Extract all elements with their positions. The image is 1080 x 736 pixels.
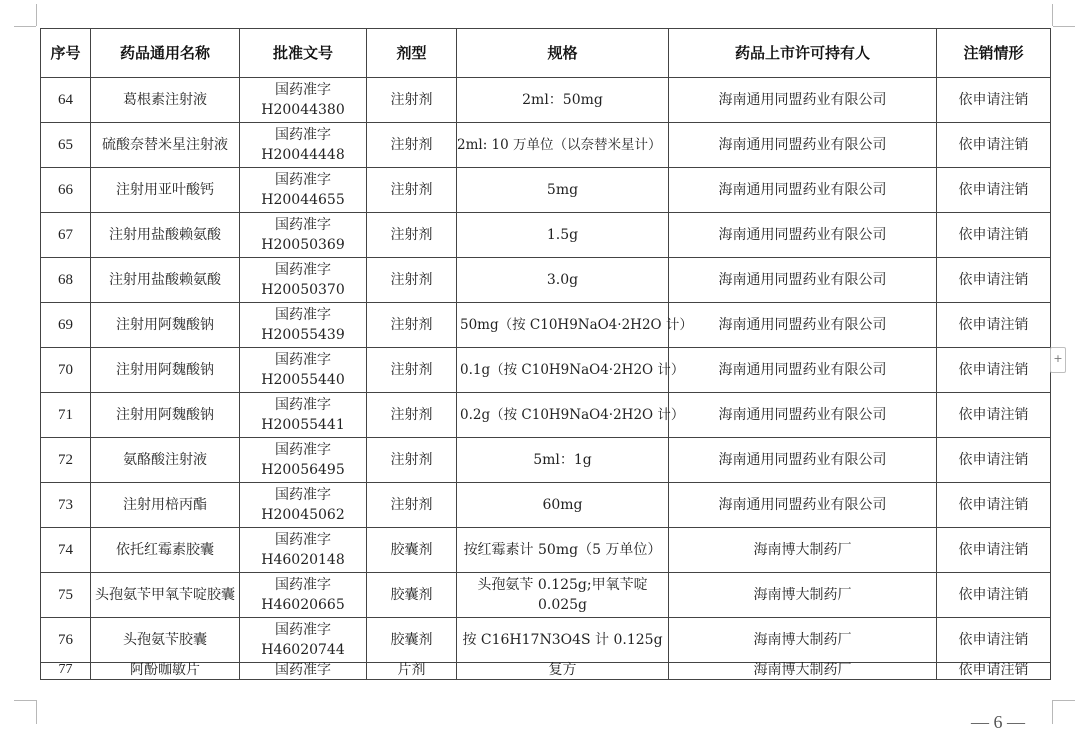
row-seq: 69 — [41, 303, 91, 348]
row-license-holder: 海南博大制药厂 — [669, 663, 937, 680]
row-seq: 75 — [41, 573, 91, 618]
table-row — [41, 438, 1051, 483]
table-row — [41, 393, 1051, 438]
row-license-holder: 海南博大制药厂 — [669, 573, 937, 618]
crop-mark — [1052, 700, 1053, 724]
row-cancellation-status: 依申请注销 — [937, 663, 1051, 680]
header-specification: 规格 — [457, 29, 669, 78]
row-seq: 65 — [41, 123, 91, 168]
row-dosage-form: 胶囊剂 — [367, 528, 457, 573]
drug-cancellation-table-container — [40, 28, 1050, 680]
row-cancellation-status: 依申请注销 — [937, 123, 1051, 168]
crop-mark — [14, 700, 36, 701]
row-cancellation-status: 依申请注销 — [937, 303, 1051, 348]
row-dosage-form: 注射剂 — [367, 258, 457, 303]
row-cancellation-status: 依申请注销 — [937, 393, 1051, 438]
row-license-holder: 海南通用同盟药业有限公司 — [669, 123, 937, 168]
row-cancellation-status: 依申请注销 — [937, 573, 1051, 618]
row-cancellation-status: 依申请注销 — [937, 483, 1051, 528]
row-approval-number: 国药准字 H20044380 — [240, 78, 367, 123]
row-drug-name: 葛根素注射液 — [91, 78, 240, 123]
row-specification: 50mg（按 C10H9NaO4·2H2O 计） — [457, 303, 669, 348]
row-seq: 64 — [41, 78, 91, 123]
row-dosage-form: 片剂 — [367, 663, 457, 680]
crop-mark — [1053, 700, 1075, 701]
crop-mark — [36, 700, 37, 724]
row-dosage-form: 注射剂 — [367, 213, 457, 258]
row-approval-number: 国药准字 H20045062 — [240, 483, 367, 528]
row-drug-name: 注射用盐酸赖氨酸 — [91, 258, 240, 303]
table-row — [41, 123, 1051, 168]
table-header-row — [41, 29, 1051, 78]
row-approval-number: 国药准字 H46020665 — [240, 573, 367, 618]
row-license-holder: 海南通用同盟药业有限公司 — [669, 168, 937, 213]
row-approval-number: 国药准字 H20044448 — [240, 123, 367, 168]
table-row — [41, 573, 1051, 618]
row-seq: 72 — [41, 438, 91, 483]
row-drug-name: 注射用盐酸赖氨酸 — [91, 213, 240, 258]
row-cancellation-status: 依申请注销 — [937, 78, 1051, 123]
row-dosage-form: 注射剂 — [367, 438, 457, 483]
row-seq: 77 — [41, 663, 91, 680]
row-cancellation-status: 依申请注销 — [937, 438, 1051, 483]
row-specification: 60mg — [457, 483, 669, 528]
row-cancellation-status: 依申请注销 — [937, 618, 1051, 663]
row-seq: 68 — [41, 258, 91, 303]
row-dosage-form: 注射剂 — [367, 348, 457, 393]
header-cancellation-status: 注销情形 — [937, 29, 1051, 78]
row-cancellation-status: 依申请注销 — [937, 348, 1051, 393]
header-seq: 序号 — [41, 29, 91, 78]
row-approval-number: 国药准字 H46020148 — [240, 528, 367, 573]
row-specification: 5ml：1g — [457, 438, 669, 483]
add-row-button[interactable]: + — [1050, 347, 1066, 373]
row-drug-name: 注射用阿魏酸钠 — [91, 303, 240, 348]
row-approval-number: 国药准字 H20044655 — [240, 168, 367, 213]
row-drug-name: 注射用亚叶酸钙 — [91, 168, 240, 213]
row-drug-name: 注射用棓丙酯 — [91, 483, 240, 528]
row-specification: 0.2g（按 C10H9NaO4·2H2O 计） — [457, 393, 669, 438]
row-approval-number: 国药准字 H20050369 — [240, 213, 367, 258]
row-drug-name: 注射用阿魏酸钠 — [91, 393, 240, 438]
row-specification: 头孢氨苄 0.125g;甲氧苄啶 0.025g — [457, 573, 669, 618]
row-specification: 0.1g（按 C10H9NaO4·2H2O 计） — [457, 348, 669, 393]
row-approval-number: 国药准字 H20056495 — [240, 438, 367, 483]
row-dosage-form: 注射剂 — [367, 78, 457, 123]
table-row — [41, 78, 1051, 123]
row-approval-number: 国药准字 H46020744 — [240, 618, 367, 663]
row-drug-name: 硫酸奈替米星注射液 — [91, 123, 240, 168]
row-seq: 70 — [41, 348, 91, 393]
row-license-holder: 海南通用同盟药业有限公司 — [669, 303, 937, 348]
row-approval-number: 国药准字 H20050370 — [240, 258, 367, 303]
row-specification: 3.0g — [457, 258, 669, 303]
row-cancellation-status: 依申请注销 — [937, 258, 1051, 303]
row-seq: 76 — [41, 618, 91, 663]
row-drug-name: 氨酪酸注射液 — [91, 438, 240, 483]
row-seq: 66 — [41, 168, 91, 213]
table-row — [41, 258, 1051, 303]
crop-mark — [14, 26, 36, 27]
header-dosage-form: 剂型 — [367, 29, 457, 78]
row-cancellation-status: 依申请注销 — [937, 528, 1051, 573]
crop-mark — [1053, 26, 1075, 27]
row-license-holder: 海南通用同盟药业有限公司 — [669, 78, 937, 123]
row-approval-number: 国药准字 H20055440 — [240, 348, 367, 393]
row-seq: 71 — [41, 393, 91, 438]
row-dosage-form: 胶囊剂 — [367, 618, 457, 663]
row-drug-name: 依托红霉素胶囊 — [91, 528, 240, 573]
row-license-holder: 海南通用同盟药业有限公司 — [669, 393, 937, 438]
row-cancellation-status: 依申请注销 — [937, 213, 1051, 258]
row-specification: 2ml: 10 万单位（以奈替米星计） — [457, 123, 669, 168]
table-row — [41, 618, 1051, 663]
row-dosage-form: 注射剂 — [367, 303, 457, 348]
table-row — [41, 303, 1051, 348]
row-specification: 按 C16H17N3O4S 计 0.125g — [457, 618, 669, 663]
row-license-holder: 海南通用同盟药业有限公司 — [669, 438, 937, 483]
header-drug-name: 药品通用名称 — [91, 29, 240, 78]
row-dosage-form: 胶囊剂 — [367, 573, 457, 618]
row-approval-number: 国药准字 — [240, 663, 367, 680]
table-row — [41, 168, 1051, 213]
row-license-holder: 海南通用同盟药业有限公司 — [669, 483, 937, 528]
row-dosage-form: 注射剂 — [367, 483, 457, 528]
row-license-holder: 海南博大制药厂 — [669, 618, 937, 663]
row-cancellation-status: 依申请注销 — [937, 168, 1051, 213]
table-row — [41, 528, 1051, 573]
row-dosage-form: 注射剂 — [367, 123, 457, 168]
row-seq: 73 — [41, 483, 91, 528]
row-drug-name: 阿酚咖敏片 — [91, 663, 240, 680]
row-license-holder: 海南通用同盟药业有限公司 — [669, 258, 937, 303]
row-specification: 1.5g — [457, 213, 669, 258]
header-approval-number: 批准文号 — [240, 29, 367, 78]
table-row — [41, 213, 1051, 258]
row-approval-number: 国药准字 H20055439 — [240, 303, 367, 348]
row-specification: 复方 — [457, 663, 669, 680]
row-drug-name: 注射用阿魏酸钠 — [91, 348, 240, 393]
row-specification: 按红霉素计 50mg（5 万单位） — [457, 528, 669, 573]
row-license-holder: 海南通用同盟药业有限公司 — [669, 213, 937, 258]
row-dosage-form: 注射剂 — [367, 168, 457, 213]
crop-mark — [1052, 4, 1053, 26]
header-license-holder: 药品上市许可持有人 — [669, 29, 937, 78]
row-drug-name: 头孢氨苄胶囊 — [91, 618, 240, 663]
row-approval-number: 国药准字 H20055441 — [240, 393, 367, 438]
table-row — [41, 348, 1051, 393]
page-number: — 6 — — [971, 712, 1025, 732]
table-row — [41, 663, 1051, 680]
row-license-holder: 海南博大制药厂 — [669, 528, 937, 573]
row-specification: 5mg — [457, 168, 669, 213]
row-dosage-form: 注射剂 — [367, 393, 457, 438]
drug-cancellation-table — [40, 28, 1051, 680]
table-row — [41, 483, 1051, 528]
row-seq: 67 — [41, 213, 91, 258]
row-seq: 74 — [41, 528, 91, 573]
row-license-holder: 海南通用同盟药业有限公司 — [669, 348, 937, 393]
row-drug-name: 头孢氨苄甲氧苄啶胶囊 — [91, 573, 240, 618]
crop-mark — [36, 4, 37, 26]
row-specification: 2ml：50mg — [457, 78, 669, 123]
